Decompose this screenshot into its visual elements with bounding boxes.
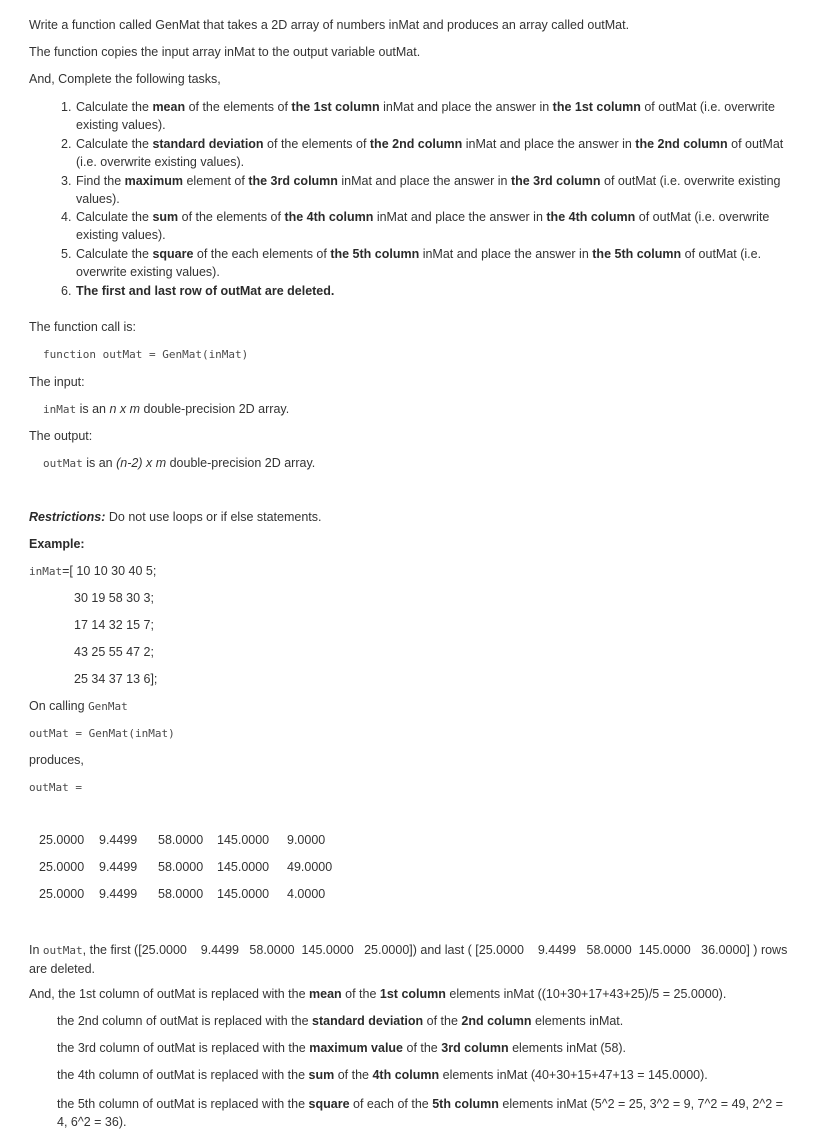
intro-line-1: Write a function called GenMat that takes a 2D array of numbers inMat and produces an array called outMat. <box>29 18 630 32</box>
task-number: 2. <box>61 137 72 151</box>
task-text: Calculate the mean of the elements of the 1st column inMat and place the answer in the 1st column of outMat (i.e. overwrite existing values). <box>76 100 775 132</box>
explain-square: the 5th column of outMat is replaced with the square of each of the 5th column elements inMat (5^2 = 25, 3^2 = 9, 7^2 = 49, 2^2 = 4, 6^2 = 36). <box>57 1097 783 1129</box>
explain-max: the 3rd column of outMat is replaced with the maximum value of the 3rd column elements inMat (58). <box>57 1041 627 1055</box>
example-call-code: outMat = GenMat(inMat) <box>29 727 175 740</box>
explain-mean: And, the 1st column of outMat is replaced with the mean of the 1st column elements inMat ((10+30+17+43+25)/5 = 25.0000). <box>29 987 727 1001</box>
explain-deleted-rows: In outMat, the first ([25.0000 9.4499 58.0000 145.0000 25.0000]) and last ( [25.0000 9.4499 58.0000 145.0000 36.0000] ) rows are deleted. <box>29 943 791 976</box>
input-description: inMat is an n x m double-precision 2D array. <box>43 402 290 416</box>
call-label: The function call is: <box>29 320 136 334</box>
task-text: Calculate the standard deviation of the elements of the 2nd column inMat and place the answer in the 2nd column of outMat (i.e. overwrite existing values). <box>76 137 784 169</box>
outmat-row: 25.0000 9.4499 58.0000 145.0000 9.0000 <box>39 833 326 847</box>
task-number: 4. <box>61 210 72 224</box>
outmat-label: outMat = <box>29 781 82 794</box>
inmat-row-2: 30 19 58 30 3; <box>74 591 154 605</box>
task-text: Find the maximum element of the 3rd column inMat and place the answer in the 3rd column of outMat (i.e. overwrite existing values). <box>76 174 781 206</box>
intro-line-2: The function copies the input array inMat to the output variable outMat. <box>29 45 421 59</box>
inmat-row-4: 43 25 55 47 2; <box>74 645 154 659</box>
inmat-row-5: 25 34 37 13 6]; <box>74 672 158 686</box>
intro-line-3: And, Complete the following tasks, <box>29 72 221 86</box>
explain-std: the 2nd column of outMat is replaced with the standard deviation of the 2nd column elements inMat. <box>57 1014 624 1028</box>
outmat-row: 25.0000 9.4499 58.0000 145.0000 49.0000 <box>39 860 333 874</box>
task-number: 1. <box>61 100 72 114</box>
task-number: 6. <box>61 284 72 298</box>
inmat-row-3: 17 14 32 15 7; <box>74 618 154 632</box>
task-text: The first and last row of outMat are deleted. <box>76 284 335 298</box>
input-label: The input: <box>29 375 85 389</box>
restrictions: Restrictions: Do not use loops or if else statements. <box>29 510 322 524</box>
task-number: 5. <box>61 247 72 261</box>
output-description: outMat is an (n-2) x m double-precision 2D array. <box>43 456 316 470</box>
on-calling: On calling GenMat <box>29 699 128 713</box>
output-label: The output: <box>29 429 93 443</box>
inmat-row-1: inMat=[ 10 10 30 40 5; <box>29 564 157 578</box>
outmat-row: 25.0000 9.4499 58.0000 145.0000 4.0000 <box>39 887 326 901</box>
explain-sum: the 4th column of outMat is replaced with the sum of the 4th column elements inMat (40+30+15+47+13 = 145.0000). <box>57 1068 708 1082</box>
task-text: Calculate the sum of the elements of the 4th column inMat and place the answer in the 4th column of outMat (i.e. overwrite existing values). <box>76 210 770 242</box>
task-text: Calculate the square of the each elements of the 5th column inMat and place the answer in the 5th column of outMat (i.e. overwrite existing values). <box>76 247 762 279</box>
example-label: Example: <box>29 537 85 551</box>
call-code: function outMat = GenMat(inMat) <box>43 348 249 361</box>
task-number: 3. <box>61 174 72 188</box>
produces-label: produces, <box>29 753 84 767</box>
